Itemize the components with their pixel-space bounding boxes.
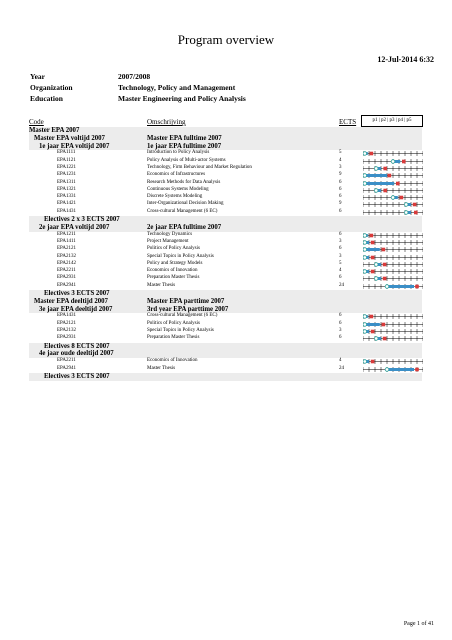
- course-ects: 6: [339, 313, 342, 319]
- period-timeline: [363, 180, 423, 187]
- course-row: [29, 158, 422, 165]
- course-ects: 5: [339, 150, 342, 156]
- course-name: Policy and Strategy Models: [147, 260, 203, 266]
- course-code: EPA2142: [57, 260, 76, 266]
- exam-marker: [383, 337, 387, 341]
- exam-marker: [396, 181, 400, 185]
- course-start-marker: [385, 367, 389, 371]
- group-row: [29, 343, 422, 351]
- course-code: EPA1431: [57, 208, 76, 214]
- course-ects: 6: [339, 186, 342, 192]
- course-start-marker: [363, 322, 367, 326]
- course-name: Politics of Policy Analysis: [147, 246, 200, 252]
- column-header-description: Omschrijving: [147, 118, 186, 126]
- course-row: [29, 239, 422, 246]
- group-name: 3e jaar EPA deeltijd 2007: [39, 305, 113, 313]
- group-name: 1e jaar EPA voltijd 2007: [39, 142, 110, 150]
- course-period-bar: [363, 182, 394, 185]
- group-name-english: 2e jaar EPA fulltime 2007: [147, 223, 222, 231]
- group-row: [29, 216, 422, 224]
- course-start-marker: [363, 248, 367, 252]
- course-ects: 3: [339, 328, 342, 334]
- course-name: Master Thesis: [147, 282, 176, 288]
- exam-marker: [370, 315, 374, 319]
- course-start-marker: [374, 337, 378, 341]
- column-header-periods: p1 | p2 | p3 | p4 | p5: [361, 115, 423, 127]
- course-start-marker: [374, 277, 378, 281]
- group-name: Electives 3 ECTS 2007: [44, 372, 110, 380]
- group-row: [29, 306, 422, 314]
- group-name: 4e jaar oude deeltijd 2007: [39, 350, 114, 358]
- exam-marker: [382, 248, 386, 252]
- group-name: Electives 3 ECTS 2007: [44, 290, 110, 298]
- course-name: Technology, Firm Behaviour and Market Regulation: [147, 164, 252, 170]
- meta-value: Master Engineering and Policy Analysis: [118, 94, 246, 103]
- course-start-marker: [363, 255, 367, 259]
- page-number: Page 1 of 41: [403, 621, 434, 627]
- course-row: [29, 201, 422, 208]
- group-name-english: Master EPA parttime 2007: [147, 297, 225, 305]
- exam-marker: [414, 210, 418, 214]
- period-timeline: [363, 150, 423, 157]
- exam-marker: [383, 263, 387, 267]
- exam-marker: [370, 233, 374, 237]
- course-start-marker: [363, 181, 367, 185]
- meta-label: Year: [30, 72, 45, 81]
- course-row: [29, 328, 422, 335]
- course-code: EPA1221: [57, 164, 76, 170]
- course-start-marker: [391, 196, 395, 200]
- course-name: Project Management: [147, 238, 189, 244]
- period-timeline: [363, 313, 423, 320]
- course-ects: 24: [339, 282, 344, 288]
- period-timeline: [363, 366, 423, 373]
- course-ects: 4: [339, 157, 342, 163]
- course-code: EPA1211: [57, 231, 76, 237]
- course-ects: 6: [339, 335, 342, 341]
- course-row: [29, 321, 422, 328]
- exam-marker: [402, 159, 406, 163]
- course-start-marker: [385, 284, 389, 288]
- exam-marker: [371, 330, 375, 334]
- course-name: Master Thesis: [147, 365, 176, 371]
- course-ects: 24: [339, 365, 344, 371]
- course-ects: 4: [339, 358, 342, 364]
- course-row: [29, 261, 422, 268]
- course-code: EPA1421: [57, 201, 76, 207]
- course-name: Special Topics in Policy Analysis: [147, 253, 214, 259]
- course-ects: 3: [339, 253, 342, 259]
- group-name: Master EPA 2007: [29, 127, 80, 134]
- course-row: [29, 358, 422, 365]
- course-name: Introduction to Policy Analysis: [147, 150, 210, 156]
- period-timeline: [363, 358, 423, 365]
- course-code: EPA2132: [57, 328, 76, 334]
- course-row: [29, 246, 422, 253]
- exam-marker: [383, 277, 387, 281]
- exam-marker: [371, 255, 375, 259]
- course-code: EPA2121: [57, 320, 76, 326]
- course-row: [29, 366, 422, 373]
- course-name: Cross-cultural Management (6 EC): [147, 313, 218, 319]
- course-name: Special Topics in Policy Analysis: [147, 328, 214, 334]
- course-start-marker: [404, 210, 408, 214]
- course-ects: 6: [339, 194, 342, 200]
- course-row: [29, 180, 422, 187]
- course-ects: 6: [339, 275, 342, 281]
- course-row: [29, 165, 422, 172]
- course-code: EPA2132: [57, 253, 76, 259]
- exam-marker: [400, 196, 404, 200]
- meta-label: Education: [30, 94, 63, 103]
- course-code: EPA1121: [57, 157, 76, 163]
- course-row: [29, 313, 422, 320]
- course-row: [29, 335, 422, 342]
- course-start-marker: [363, 233, 367, 237]
- course-name: Preparation Master Thesis: [147, 335, 200, 341]
- period-timeline: [363, 194, 423, 201]
- period-timeline: [363, 209, 423, 216]
- course-row: [29, 283, 422, 290]
- course-row: [29, 209, 422, 216]
- course-period-bar: [387, 368, 414, 371]
- course-code: EPA1111: [57, 150, 76, 156]
- course-row: [29, 194, 422, 201]
- course-ects: 6: [339, 231, 342, 237]
- course-name: Economics of Infrastructures: [147, 172, 206, 178]
- exam-marker: [383, 189, 387, 193]
- course-ects: 3: [339, 164, 342, 170]
- exam-marker: [371, 241, 375, 245]
- page-title: Program overview: [177, 32, 275, 47]
- course-name: Technology Dynamics: [147, 231, 193, 237]
- course-name: Economics of Innovation: [147, 358, 198, 364]
- program-table: [29, 127, 422, 381]
- course-period-bar: [387, 285, 414, 288]
- period-timeline: [363, 201, 423, 208]
- course-name: Inter-Organizational Decision Making: [147, 201, 224, 207]
- period-timeline: [363, 268, 423, 275]
- course-start-marker: [363, 330, 367, 334]
- exam-marker: [415, 367, 419, 371]
- course-name: Cross-cultural Management (6 EC): [147, 208, 218, 214]
- course-ects: 3: [339, 238, 342, 244]
- exam-marker: [413, 203, 417, 207]
- course-code: EPA2121: [57, 246, 76, 252]
- course-name: Politics of Policy Analysis: [147, 320, 200, 326]
- course-code: EPA1411: [57, 238, 76, 244]
- course-name: Preparation Master Thesis: [147, 275, 200, 281]
- period-timeline: [363, 172, 423, 179]
- period-timeline: [363, 275, 423, 282]
- course-code: EPA2941: [57, 282, 76, 288]
- course-code: EPA1431: [57, 313, 76, 319]
- exam-marker: [415, 284, 419, 288]
- course-row: [29, 268, 422, 275]
- course-code: EPA2211: [57, 358, 76, 364]
- course-row: [29, 254, 422, 261]
- course-code: EPA2941: [57, 365, 76, 371]
- column-header-code: Code: [29, 118, 44, 126]
- meta-value: 2007/2008: [118, 72, 151, 81]
- course-ects: 6: [339, 246, 342, 252]
- period-timeline: [363, 328, 423, 335]
- course-row: [29, 172, 422, 179]
- period-timeline: [363, 187, 423, 194]
- exam-marker: [371, 270, 375, 274]
- meta-row-education: [30, 94, 246, 105]
- course-start-marker: [374, 189, 378, 193]
- group-name-english: 3rd year EPA parttime 2007: [147, 305, 229, 313]
- course-ects: 5: [339, 260, 342, 266]
- course-start-marker: [363, 360, 367, 364]
- program-meta: [30, 72, 246, 105]
- course-name: Economics of Innovation: [147, 268, 198, 274]
- period-timeline: [363, 335, 423, 342]
- course-ects: 6: [339, 320, 342, 326]
- course-start-marker: [363, 174, 367, 178]
- course-code: EPA1231: [57, 172, 76, 178]
- course-code: EPA2211: [57, 268, 76, 274]
- course-row: [29, 150, 422, 157]
- group-name-english: 1e jaar EPA fulltime 2007: [147, 142, 222, 150]
- exam-marker: [371, 360, 375, 364]
- group-name-english: Master EPA fulltime 2007: [147, 134, 222, 142]
- course-code: EPA2931: [57, 275, 76, 281]
- course-name: Discrete Systems Modeling: [147, 194, 203, 200]
- course-code: EPA1331: [57, 194, 76, 200]
- course-start-marker: [363, 315, 367, 319]
- exam-marker: [383, 167, 387, 171]
- course-start-marker: [363, 270, 367, 274]
- exam-marker: [388, 174, 392, 178]
- period-timeline: [363, 321, 423, 328]
- course-name: Policy Analysis of Multi-actor Systems: [147, 157, 226, 163]
- course-ects: 4: [339, 268, 342, 274]
- course-start-marker: [374, 167, 378, 171]
- course-ects: 9: [339, 201, 342, 207]
- period-timeline: [363, 232, 423, 239]
- column-header-ects: ECTS: [339, 118, 357, 126]
- group-name: Electives 8 ECTS 2007: [44, 342, 110, 350]
- group-row: [29, 224, 422, 232]
- course-code: EPA1321: [57, 186, 76, 192]
- group-row: [29, 298, 422, 306]
- meta-row-year: [30, 72, 246, 83]
- exam-marker: [382, 322, 386, 326]
- course-start-marker: [363, 152, 367, 156]
- group-row: [29, 290, 422, 298]
- course-start-marker: [404, 203, 408, 207]
- period-timeline: [363, 283, 423, 290]
- group-name: 2e jaar EPA voltijd 2007: [39, 223, 110, 231]
- group-row: [29, 143, 422, 151]
- course-ects: 6: [339, 208, 342, 214]
- course-row: [29, 232, 422, 239]
- course-row: [29, 275, 422, 282]
- course-row: [29, 187, 422, 194]
- meta-label: Organization: [30, 83, 73, 92]
- course-name: Continuous Systems Modeling: [147, 186, 209, 192]
- course-name: Research Methods for Data Analysis: [147, 179, 221, 185]
- group-row: [29, 127, 422, 135]
- period-timeline: [363, 165, 423, 172]
- group-name: Electives 2 x 3 ECTS 2007: [44, 216, 120, 224]
- course-start-marker: [374, 263, 378, 267]
- print-date: 12-Jul-2014 6:32: [377, 55, 434, 64]
- period-timeline: [363, 246, 423, 253]
- meta-value: Technology, Policy and Management: [118, 83, 236, 92]
- course-start-marker: [363, 241, 367, 245]
- period-timeline: [363, 254, 423, 261]
- meta-row-organization: [30, 83, 246, 94]
- period-timeline: [363, 239, 423, 246]
- group-row: [29, 350, 422, 358]
- course-ects: 6: [339, 179, 342, 185]
- group-name: Master EPA deeltijd 2007: [34, 297, 108, 305]
- exam-marker: [370, 152, 374, 156]
- course-start-marker: [391, 159, 395, 163]
- period-timeline: [363, 261, 423, 268]
- period-timeline: [363, 158, 423, 165]
- group-row: [29, 135, 422, 143]
- group-row: [29, 373, 422, 381]
- course-code: EPA1311: [57, 179, 76, 185]
- course-ects: 9: [339, 172, 342, 178]
- group-name: Master EPA voltijd 2007: [34, 134, 105, 142]
- course-code: EPA2931: [57, 335, 76, 341]
